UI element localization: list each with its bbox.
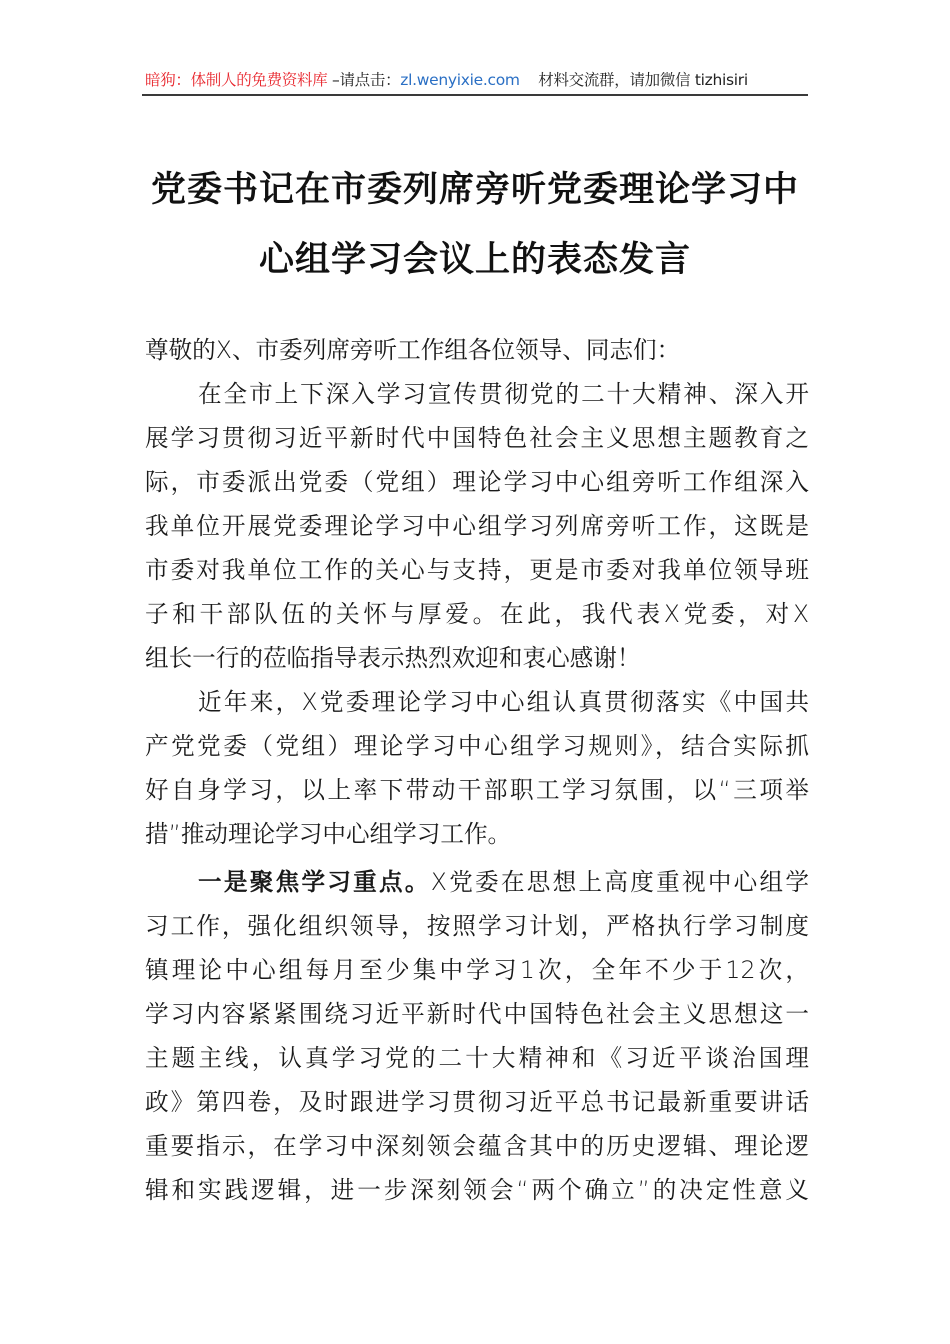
salutation: 尊敬的X、市委列席旁听工作组各位领导、同志们： (145, 336, 681, 364)
paragraph-2-line: 好自身学习，以上率下带动干部职工学习氛围，以“三项举 (145, 776, 809, 804)
paragraph-3-line: 政》第四卷，及时跟进学习贯彻习近平总书记最新重要讲话 (145, 1088, 809, 1116)
document-title-line-2: 心组学习会议上的表态发言 (258, 239, 691, 280)
paragraph-2-line: 近年来，X党委理论学习中心组认真贯彻落实《中国共 (198, 688, 809, 716)
header-divider (142, 94, 808, 96)
paragraph-2-line: 产党党委（党组）理论学习中心组学习规则》，结合实际抓 (145, 732, 809, 760)
paragraph-1-line: 展学习贯彻习近平新时代中国特色社会主义思想主题教育之 (145, 424, 809, 452)
paragraph-3-line: 镇理论中心组每月至少集中学习1次，全年不少于12次， (145, 956, 809, 984)
paragraph-3-line: 学习内容紧紧围绕习近平新时代中国特色社会主义思想这一 (145, 1000, 809, 1028)
paragraph-3-line: 主题主线，认真学习党的二十大精神和《习近平谈治国理 (145, 1044, 809, 1072)
header-wechat-note: 材料交流群，请加微信 tizhisiri (519, 71, 748, 89)
paragraph-1-line: 我单位开展党委理论学习中心组学习列席旁听工作，这既是 (145, 512, 809, 540)
header-link[interactable]: zl.wenyixie.com (400, 71, 520, 89)
paragraph-3-line: 重要指示，在学习中深刻领会蕴含其中的历史逻辑、理论逻 (145, 1132, 809, 1160)
paragraph-1-line: 组长一行的莅临指导表示热烈欢迎和衷心感谢！ (145, 644, 641, 672)
header-promo-text: 暗狗：体制人的免费资料库 (145, 71, 328, 89)
paragraph-1-line: 在全市上下深入学习宣传贯彻党的二十大精神、深入开 (198, 380, 809, 408)
paragraph-1-line: 际，市委派出党委（党组）理论学习中心组旁听工作组深入 (145, 468, 809, 496)
paragraph-3-line: 习工作，强化组织领导，按照学习计划，严格执行学习制度 (145, 912, 809, 940)
document-title-line-1: 党委书记在市委列席旁听党委理论学习中 (150, 169, 799, 210)
paragraph-3-first-line (198, 862, 809, 902)
paragraph-1-line: 市委对我单位工作的关心与支持，更是市委对我单位领导班 (145, 556, 809, 584)
paragraph-3-line: 辑和实践逻辑，进一步深刻领会“两个确立”的决定性意义 (145, 1176, 809, 1204)
header-click-prompt: –请点击： (327, 71, 401, 89)
paragraph-1-line: 子和干部队伍的关怀与厚爱。在此，我代表X党委，对X (145, 600, 809, 628)
section-heading-focus-study: 一是聚焦学习重点。 (198, 868, 431, 896)
page-header (145, 68, 805, 94)
paragraph-2-line: 措”推动理论学习中心组学习工作。 (145, 820, 512, 848)
paragraph-3-first-line-text: X党委在思想上高度重视中心组学 (430, 868, 809, 896)
